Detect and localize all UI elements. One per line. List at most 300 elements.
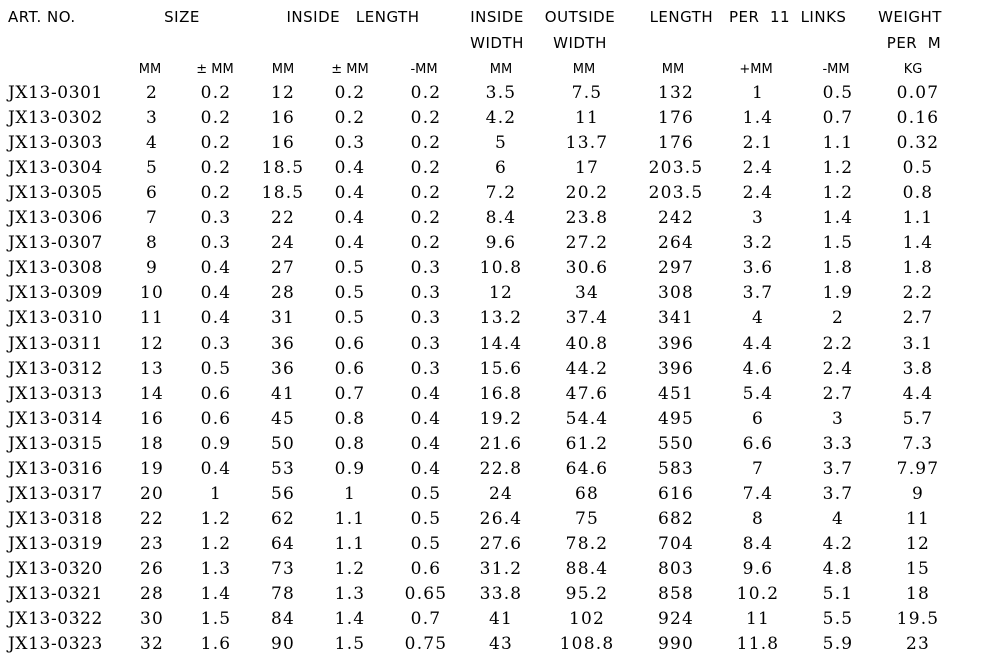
length-minus-cell: 2.2: [822, 333, 854, 354]
header-inside-width-line1: INSIDE: [470, 8, 524, 26]
inside-length-plus-tol-cell: 0.7: [334, 383, 366, 404]
length-11-links-cell: 451: [657, 383, 695, 404]
inside-length-minus-tol-cell: 0.4: [410, 433, 442, 454]
header-weight-line2: PER M: [886, 34, 942, 52]
length-plus-cell: 3: [751, 208, 765, 229]
length-plus-cell: 10.2: [736, 584, 780, 604]
length-minus-cell: 3.7: [822, 483, 854, 504]
inside-length-minus-tol-cell: 0.7: [410, 609, 442, 630]
weight-cell: 15: [905, 558, 931, 579]
outside-width-cell: 11: [574, 108, 600, 129]
size-tolerance-cell: 0.2: [200, 183, 232, 204]
inside-length-cell: 53: [270, 458, 296, 479]
length-plus-cell: 4.6: [742, 358, 774, 379]
length-plus-cell: 2.1: [742, 133, 774, 154]
length-minus-cell: 4: [831, 508, 845, 529]
inside-width-cell: 33.8: [479, 584, 523, 604]
length-minus-cell: 2.4: [822, 358, 854, 379]
inside-length-minus-tol-cell: 0.2: [410, 133, 442, 154]
inside-length-minus-tol-cell: 0.4: [410, 458, 442, 479]
unit-size-mm: MM: [138, 62, 162, 77]
inside-width-cell: 3.5: [485, 83, 517, 103]
length-plus-cell: 11.8: [736, 634, 780, 655]
inside-length-minus-tol-cell: 0.3: [410, 308, 442, 329]
table-row: [0, 583, 988, 608]
length-11-links-cell: 583: [657, 458, 695, 479]
length-plus-cell: 1.4: [742, 108, 774, 129]
table-row: [0, 508, 988, 533]
size-tolerance-cell: 0.4: [200, 458, 232, 479]
size-cell: 13: [139, 358, 165, 379]
inside-length-cell: 31: [270, 308, 296, 329]
length-minus-cell: 1.2: [822, 158, 854, 179]
inside-width-cell: 8.4: [485, 208, 517, 229]
outside-width-cell: 44.2: [565, 358, 609, 379]
inside-length-minus-tol-cell: 0.4: [410, 383, 442, 404]
size-tolerance-cell: 0.5: [200, 358, 232, 379]
weight-cell: 1.1: [902, 208, 934, 229]
table-row: [0, 533, 988, 558]
size-cell: 23: [139, 533, 165, 554]
unit-length-plus-mm: +MM: [739, 62, 773, 77]
length-11-links-cell: 990: [657, 634, 695, 655]
weight-cell: 0.32: [896, 133, 940, 154]
art-no-cell: JX13-0322: [8, 609, 103, 630]
inside-length-cell: 16: [270, 133, 296, 154]
inside-width-cell: 27.6: [479, 533, 523, 554]
inside-width-cell: 14.4: [479, 333, 523, 354]
table-row: [0, 433, 988, 458]
length-minus-cell: 4.8: [822, 558, 854, 579]
outside-width-cell: 47.6: [565, 383, 609, 404]
art-no-cell: JX13-0310: [8, 308, 103, 329]
inside-length-plus-tol-cell: 1.5: [334, 634, 366, 655]
inside-length-plus-tol-cell: 0.4: [334, 208, 366, 229]
inside-length-plus-tol-cell: 0.6: [334, 333, 366, 354]
inside-length-minus-tol-cell: 0.3: [410, 358, 442, 379]
length-minus-cell: 3.7: [822, 458, 854, 479]
inside-length-plus-tol-cell: 1.3: [334, 584, 366, 604]
length-minus-cell: 2: [831, 308, 845, 329]
art-no-cell: JX13-0308: [8, 258, 103, 279]
inside-length-minus-tol-cell: 0.65: [404, 584, 448, 604]
inside-width-cell: 26.4: [479, 508, 523, 529]
weight-cell: 23: [905, 634, 931, 655]
length-11-links-cell: 803: [657, 558, 695, 579]
art-no-cell: JX13-0317: [8, 483, 103, 504]
inside-length-plus-tol-cell: 0.9: [334, 458, 366, 479]
inside-length-plus-tol-cell: 0.8: [334, 433, 366, 454]
outside-width-cell: 68: [574, 483, 600, 504]
length-plus-cell: 6: [751, 408, 765, 429]
size-cell: 14: [139, 383, 165, 404]
length-plus-cell: 4: [751, 308, 765, 329]
inside-length-cell: 50: [270, 433, 296, 454]
outside-width-cell: 23.8: [565, 208, 609, 229]
unit-length-minus-mm: -MM: [822, 62, 850, 77]
inside-length-minus-tol-cell: 0.5: [410, 483, 442, 504]
inside-length-plus-tol-cell: 0.5: [334, 258, 366, 279]
size-tolerance-cell: 1: [209, 483, 223, 504]
size-tolerance-cell: 0.3: [200, 208, 232, 229]
length-minus-cell: 3.3: [822, 433, 854, 454]
weight-cell: 5.7: [902, 408, 934, 429]
length-minus-cell: 0.5: [822, 83, 854, 103]
inside-length-plus-tol-cell: 0.4: [334, 158, 366, 179]
outside-width-cell: 34: [574, 283, 600, 304]
inside-length-plus-tol-cell: 0.4: [334, 183, 366, 204]
inside-length-plus-tol-cell: 0.2: [334, 108, 366, 129]
weight-cell: 18: [905, 584, 931, 604]
size-cell: 4: [145, 133, 159, 154]
size-tolerance-cell: 1.4: [200, 584, 232, 604]
art-no-cell: JX13-0309: [8, 283, 103, 304]
table-row: [0, 383, 988, 408]
inside-width-cell: 13.2: [479, 308, 523, 329]
length-plus-cell: 9.6: [742, 558, 774, 579]
inside-length-cell: 12: [270, 83, 296, 103]
length-11-links-cell: 264: [657, 233, 695, 254]
size-cell: 26: [139, 558, 165, 579]
length-plus-cell: 8.4: [742, 533, 774, 554]
weight-cell: 0.5: [902, 158, 934, 179]
inside-length-cell: 28: [270, 283, 296, 304]
inside-width-cell: 24: [488, 483, 514, 504]
header-outside-width-line2: WIDTH: [553, 34, 607, 52]
art-no-cell: JX13-0314: [8, 408, 103, 429]
table-row: [0, 408, 988, 433]
table-row: [0, 107, 988, 132]
header-outside-width-line1: OUTSIDE: [544, 8, 616, 26]
unit-weight-kg: KG: [903, 62, 923, 77]
length-minus-cell: 0.7: [822, 108, 854, 129]
outside-width-cell: 61.2: [565, 433, 609, 454]
length-minus-cell: 3: [831, 408, 845, 429]
header-inside-length: INSIDE LENGTH: [286, 8, 420, 26]
inside-width-cell: 21.6: [479, 433, 523, 454]
outside-width-cell: 102: [568, 609, 606, 630]
art-no-cell: JX13-0313: [8, 383, 103, 404]
size-tolerance-cell: 0.4: [200, 308, 232, 329]
inside-length-cell: 27: [270, 258, 296, 279]
table-row: [0, 182, 988, 207]
length-plus-cell: 3.7: [742, 283, 774, 304]
inside-width-cell: 31.2: [479, 558, 523, 579]
size-cell: 11: [139, 308, 165, 329]
table-row: [0, 232, 988, 257]
length-minus-cell: 5.1: [822, 584, 854, 604]
inside-length-plus-tol-cell: 1: [343, 483, 357, 504]
inside-length-cell: 16: [270, 108, 296, 129]
size-tolerance-cell: 0.9: [200, 433, 232, 454]
inside-length-minus-tol-cell: 0.5: [410, 508, 442, 529]
table-row: [0, 333, 988, 358]
length-minus-cell: 5.9: [822, 634, 854, 655]
size-tolerance-cell: 1.3: [200, 558, 232, 579]
outside-width-cell: 7.5: [571, 83, 603, 103]
length-plus-cell: 8: [751, 508, 765, 529]
size-cell: 12: [139, 333, 165, 354]
outside-width-cell: 13.7: [565, 133, 609, 154]
art-no-cell: JX13-0304: [8, 158, 103, 179]
size-tolerance-cell: 0.2: [200, 158, 232, 179]
weight-cell: 0.8: [902, 183, 934, 204]
length-plus-cell: 7: [751, 458, 765, 479]
length-11-links-cell: 682: [657, 508, 695, 529]
size-tolerance-cell: 0.3: [200, 233, 232, 254]
weight-cell: 0.16: [896, 108, 940, 129]
size-tolerance-cell: 0.4: [200, 283, 232, 304]
art-no-cell: JX13-0303: [8, 133, 103, 154]
art-no-cell: JX13-0315: [8, 433, 103, 454]
length-11-links-cell: 308: [657, 283, 695, 304]
outside-width-cell: 20.2: [565, 183, 609, 204]
art-no-cell: JX13-0318: [8, 508, 103, 529]
inside-length-cell: 45: [270, 408, 296, 429]
length-11-links-cell: 203.5: [648, 158, 704, 179]
length-plus-cell: 7.4: [742, 483, 774, 504]
header-inside-width-line2: WIDTH: [470, 34, 524, 52]
length-plus-cell: 11: [745, 609, 771, 630]
inside-width-cell: 43: [488, 634, 514, 655]
weight-cell: 12: [905, 533, 931, 554]
length-11-links-cell: 550: [657, 433, 695, 454]
outside-width-cell: 30.6: [565, 258, 609, 279]
table-row: [0, 132, 988, 157]
size-cell: 30: [139, 609, 165, 630]
length-plus-cell: 1: [751, 83, 765, 103]
art-no-cell: JX13-0302: [8, 108, 103, 129]
size-cell: 5: [145, 158, 159, 179]
table-row: [0, 257, 988, 282]
size-cell: 8: [145, 233, 159, 254]
table-row: [0, 82, 988, 107]
size-tolerance-cell: 1.2: [200, 533, 232, 554]
inside-length-cell: 78: [270, 584, 296, 604]
inside-length-cell: 22: [270, 208, 296, 229]
length-11-links-cell: 176: [657, 108, 695, 129]
art-no-cell: JX13-0320: [8, 558, 103, 579]
size-cell: 19: [139, 458, 165, 479]
inside-length-plus-tol-cell: 1.4: [334, 609, 366, 630]
inside-length-cell: 90: [270, 634, 296, 655]
inside-width-cell: 41: [488, 609, 514, 630]
length-minus-cell: 5.5: [822, 609, 854, 630]
length-plus-cell: 4.4: [742, 333, 774, 354]
length-11-links-cell: 297: [657, 258, 695, 279]
inside-width-cell: 16.8: [479, 383, 523, 404]
length-plus-cell: 3.2: [742, 233, 774, 254]
size-cell: 18: [139, 433, 165, 454]
inside-length-plus-tol-cell: 0.2: [334, 83, 366, 103]
length-plus-cell: 6.6: [742, 433, 774, 454]
length-minus-cell: 1.2: [822, 183, 854, 204]
inside-length-cell: 73: [270, 558, 296, 579]
unit-outside-width-mm: MM: [572, 62, 596, 77]
inside-length-plus-tol-cell: 0.5: [334, 308, 366, 329]
outside-width-cell: 40.8: [565, 333, 609, 354]
inside-length-cell: 62: [270, 508, 296, 529]
outside-width-cell: 78.2: [565, 533, 609, 554]
size-cell: 7: [145, 208, 159, 229]
inside-length-cell: 18.5: [261, 183, 305, 204]
length-11-links-cell: 616: [657, 483, 695, 504]
size-tolerance-cell: 1.5: [200, 609, 232, 630]
unit-length-mm: MM: [661, 62, 685, 77]
inside-length-plus-tol-cell: 0.5: [334, 283, 366, 304]
unit-inside-length-minus-tolerance: -MM: [410, 62, 438, 77]
size-tolerance-cell: 1.6: [200, 634, 232, 655]
inside-length-plus-tol-cell: 0.8: [334, 408, 366, 429]
art-no-cell: JX13-0312: [8, 358, 103, 379]
size-cell: 22: [139, 508, 165, 529]
length-minus-cell: 1.8: [822, 258, 854, 279]
inside-length-plus-tol-cell: 1.1: [334, 533, 366, 554]
length-11-links-cell: 242: [657, 208, 695, 229]
inside-length-cell: 64: [270, 533, 296, 554]
unit-size-tolerance: ± MM: [196, 62, 234, 77]
header-weight-line1: WEIGHT: [878, 8, 942, 26]
art-no-cell: JX13-0319: [8, 533, 103, 554]
size-tolerance-cell: 0.2: [200, 83, 232, 103]
weight-cell: 1.4: [902, 233, 934, 254]
weight-cell: 19.5: [896, 609, 940, 630]
weight-cell: 9: [911, 483, 925, 504]
art-no-cell: JX13-0301: [8, 83, 103, 103]
size-cell: 28: [139, 584, 165, 604]
unit-inside-length-mm: MM: [271, 62, 295, 77]
size-cell: 16: [139, 408, 165, 429]
inside-width-cell: 12: [488, 283, 514, 304]
length-11-links-cell: 858: [657, 584, 695, 604]
weight-cell: 4.4: [902, 383, 934, 404]
art-no-cell: JX13-0311: [8, 333, 103, 354]
size-cell: 10: [139, 283, 165, 304]
inside-length-minus-tol-cell: 0.3: [410, 333, 442, 354]
inside-length-minus-tol-cell: 0.6: [410, 558, 442, 579]
table-row: [0, 207, 988, 232]
length-11-links-cell: 704: [657, 533, 695, 554]
inside-length-minus-tol-cell: 0.2: [410, 183, 442, 204]
inside-length-plus-tol-cell: 0.4: [334, 233, 366, 254]
length-11-links-cell: 341: [657, 308, 695, 329]
inside-length-cell: 18.5: [261, 158, 305, 179]
weight-cell: 0.07: [896, 83, 940, 103]
length-11-links-cell: 495: [657, 408, 695, 429]
outside-width-cell: 108.8: [559, 634, 615, 655]
size-cell: 6: [145, 183, 159, 204]
inside-width-cell: 10.8: [479, 258, 523, 279]
length-11-links-cell: 132: [657, 83, 695, 103]
header-length-per-11-links: LENGTH PER 11 LINKS: [649, 8, 847, 26]
inside-width-cell: 4.2: [485, 108, 517, 129]
size-tolerance-cell: 0.3: [200, 333, 232, 354]
outside-width-cell: 64.6: [565, 458, 609, 479]
inside-width-cell: 22.8: [479, 458, 523, 479]
inside-length-minus-tol-cell: 0.2: [410, 108, 442, 129]
unit-inside-length-plus-tolerance: ± MM: [331, 62, 369, 77]
length-minus-cell: 4.2: [822, 533, 854, 554]
inside-length-minus-tol-cell: 0.3: [410, 258, 442, 279]
length-plus-cell: 2.4: [742, 183, 774, 204]
art-no-cell: JX13-0323: [8, 634, 103, 655]
size-tolerance-cell: 0.4: [200, 258, 232, 279]
table-row: [0, 558, 988, 583]
size-cell: 3: [145, 108, 159, 129]
length-minus-cell: 1.1: [822, 133, 854, 154]
inside-length-cell: 36: [270, 333, 296, 354]
inside-length-cell: 56: [270, 483, 296, 504]
inside-length-cell: 41: [270, 383, 296, 404]
table-row: [0, 358, 988, 383]
length-minus-cell: 1.9: [822, 283, 854, 304]
outside-width-cell: 75: [574, 508, 600, 529]
inside-length-minus-tol-cell: 0.2: [410, 233, 442, 254]
size-cell: 9: [145, 258, 159, 279]
weight-cell: 2.2: [902, 283, 934, 304]
outside-width-cell: 95.2: [565, 584, 609, 604]
length-11-links-cell: 176: [657, 133, 695, 154]
table-row: [0, 282, 988, 307]
inside-width-cell: 19.2: [479, 408, 523, 429]
inside-width-cell: 7.2: [485, 183, 517, 204]
length-minus-cell: 2.7: [822, 383, 854, 404]
weight-cell: 3.1: [902, 333, 934, 354]
inside-width-cell: 15.6: [479, 358, 523, 379]
size-tolerance-cell: 1.2: [200, 508, 232, 529]
inside-length-minus-tol-cell: 0.2: [410, 158, 442, 179]
weight-cell: 11: [905, 508, 931, 529]
weight-cell: 1.8: [902, 258, 934, 279]
outside-width-cell: 27.2: [565, 233, 609, 254]
art-no-cell: JX13-0316: [8, 458, 103, 479]
inside-length-minus-tol-cell: 0.2: [410, 208, 442, 229]
length-minus-cell: 1.4: [822, 208, 854, 229]
size-tolerance-cell: 0.6: [200, 383, 232, 404]
unit-inside-width-mm: MM: [489, 62, 513, 77]
inside-length-plus-tol-cell: 0.3: [334, 133, 366, 154]
art-no-cell: JX13-0305: [8, 183, 103, 204]
size-cell: 32: [139, 634, 165, 655]
inside-length-cell: 36: [270, 358, 296, 379]
inside-length-minus-tol-cell: 0.5: [410, 533, 442, 554]
inside-width-cell: 5: [494, 133, 508, 154]
length-plus-cell: 5.4: [742, 383, 774, 404]
outside-width-cell: 37.4: [565, 308, 609, 329]
table-row: [0, 458, 988, 483]
size-tolerance-cell: 0.2: [200, 133, 232, 154]
length-11-links-cell: 203.5: [648, 183, 704, 204]
inside-length-minus-tol-cell: 0.2: [410, 83, 442, 103]
inside-length-plus-tol-cell: 1.2: [334, 558, 366, 579]
art-no-cell: JX13-0321: [8, 584, 103, 604]
length-plus-cell: 3.6: [742, 258, 774, 279]
size-tolerance-cell: 0.2: [200, 108, 232, 129]
art-no-cell: JX13-0307: [8, 233, 103, 254]
header-art-no: ART. NO.: [8, 8, 76, 26]
art-no-cell: JX13-0306: [8, 208, 103, 229]
inside-length-cell: 24: [270, 233, 296, 254]
weight-cell: 3.8: [902, 358, 934, 379]
length-11-links-cell: 924: [657, 609, 695, 630]
inside-length-minus-tol-cell: 0.3: [410, 283, 442, 304]
outside-width-cell: 54.4: [565, 408, 609, 429]
inside-width-cell: 9.6: [485, 233, 517, 254]
size-tolerance-cell: 0.6: [200, 408, 232, 429]
table-row: [0, 633, 988, 658]
length-plus-cell: 2.4: [742, 158, 774, 179]
inside-width-cell: 6: [494, 158, 508, 179]
